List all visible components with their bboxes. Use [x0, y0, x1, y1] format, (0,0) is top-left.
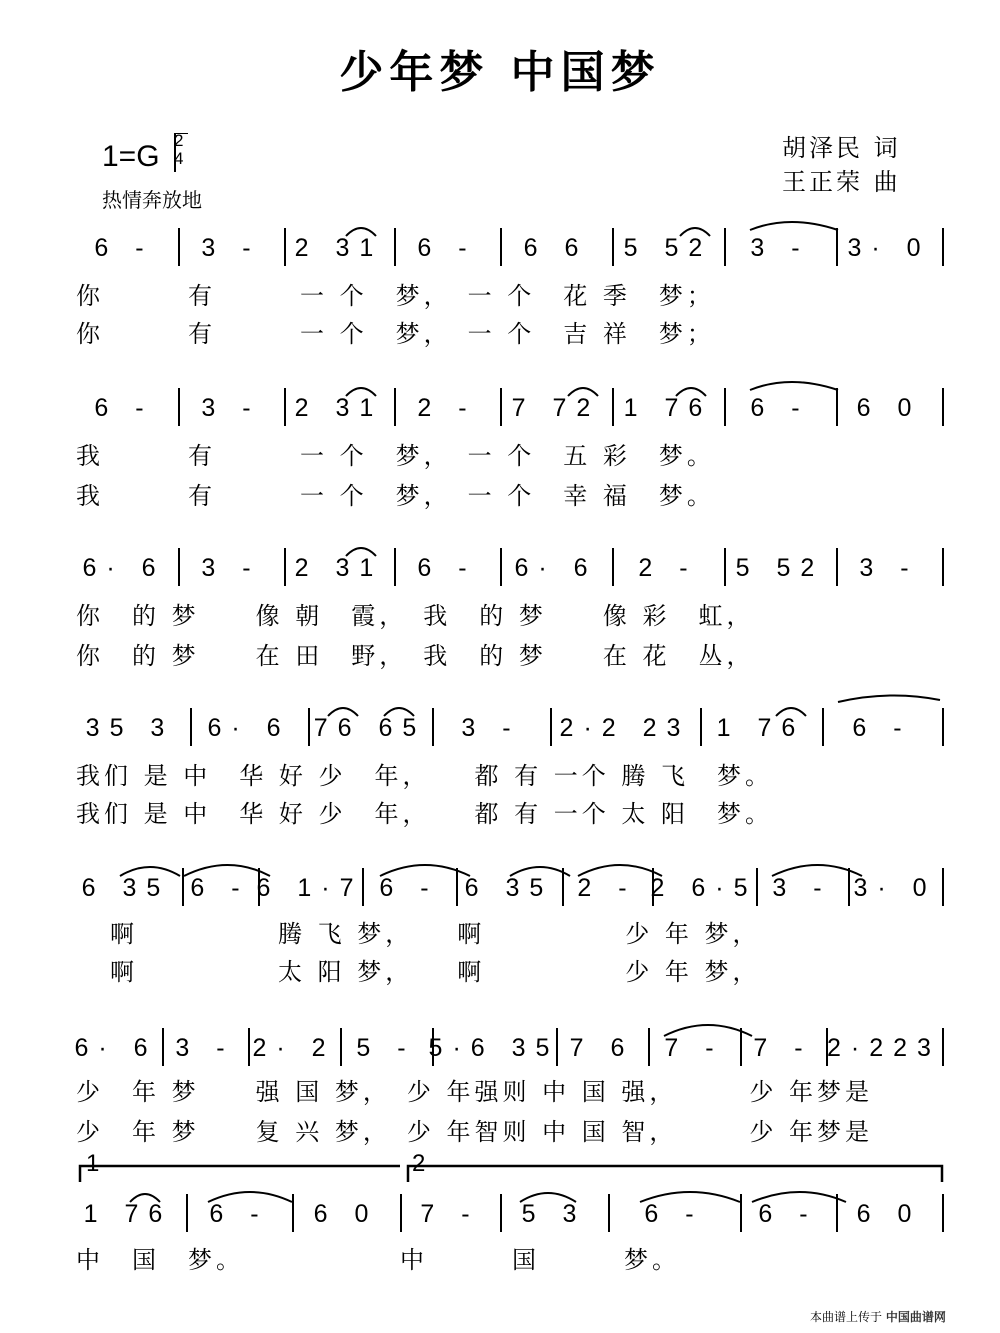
- tie-mark: [578, 865, 662, 876]
- lyric-text: 你 有 一 个 梦， 一 个 吉 祥 梦；: [76, 320, 715, 348]
- measure: 6 0: [856, 1200, 922, 1228]
- slur-mark: [120, 867, 180, 876]
- tie-mark: [750, 382, 838, 390]
- lyric-text: 啊 太 阳 梦， 啊 少 年 梦，: [110, 958, 761, 986]
- measure: 6 0: [856, 394, 922, 422]
- measure: 3· 0: [853, 874, 937, 902]
- slur-mark: [328, 708, 358, 716]
- measure: 7 -: [753, 1034, 813, 1062]
- measure: 35 3: [85, 714, 175, 742]
- measure: 5 52: [623, 234, 713, 262]
- slur-mark: [510, 867, 570, 876]
- measure: 3 -: [859, 554, 919, 582]
- measure: 5 -: [356, 1034, 416, 1062]
- footer-prefix: 本曲谱上传于: [810, 1310, 883, 1324]
- measure: 6 -: [190, 874, 250, 902]
- measure: 76 65: [313, 714, 427, 742]
- measure: 3 -: [750, 234, 810, 262]
- measure: 6 35: [81, 874, 171, 902]
- lyric-text: 少 年 梦 复 兴 梦， 少 年智则 中 国 智， 少 年梦是: [76, 1118, 874, 1146]
- lyric-text: 你 的 梦 像 朝 霞， 我 的 梦 像 彩 虹，: [76, 602, 755, 630]
- measure: 6 0: [313, 1200, 379, 1228]
- measure: 2 -: [577, 874, 637, 902]
- measure: 6 1·7: [256, 874, 364, 902]
- song-title: 少年梦 中国梦: [339, 47, 661, 98]
- measure: 2 6·5: [650, 874, 758, 902]
- lyric-text: 啊 腾 飞 梦， 啊 少 年 梦，: [110, 920, 761, 948]
- lyric-text: 我 有 一 个 梦， 一 个 五 彩 梦。: [76, 442, 715, 470]
- measure: 2 -: [417, 394, 477, 422]
- lyricist-credit: 胡泽民 词: [782, 134, 901, 162]
- composer-credit: 王正荣 曲: [782, 168, 901, 196]
- measure: 2·223: [827, 1034, 941, 1062]
- measure: 6 -: [379, 874, 439, 902]
- slur-mark: [384, 708, 414, 716]
- lyric-text: 我们 是 中 华 好 少 年， 都 有 一个 太 阳 梦。: [76, 800, 774, 828]
- lyric-text: 我们 是 中 华 好 少 年， 都 有 一个 腾 飞 梦。: [76, 762, 774, 790]
- volta-ending-number: 2: [412, 1150, 426, 1177]
- measure: 6 -: [209, 1200, 269, 1228]
- measure: 2 31: [294, 394, 384, 422]
- measure: 2· 2: [252, 1034, 336, 1062]
- measure: 2 31: [294, 234, 384, 262]
- measure: 5 3: [521, 1200, 587, 1228]
- slur-mark: [346, 548, 376, 556]
- measure: 6 -: [417, 554, 477, 582]
- measure: 6 -: [94, 234, 154, 262]
- lyric-text: 你 的 梦 在 田 野， 我 的 梦 在 花 丛，: [76, 642, 755, 670]
- measure: 6 -: [852, 714, 912, 742]
- measure: 6 6: [523, 234, 589, 262]
- slur-mark: [130, 1194, 160, 1202]
- measure: 3 -: [201, 234, 261, 262]
- measure: 1 76: [716, 714, 806, 742]
- measure: 6 -: [94, 394, 154, 422]
- slur-mark: [520, 1193, 576, 1202]
- tie-mark: [750, 222, 838, 230]
- lyric-text: 我 有 一 个 梦， 一 个 幸 福 梦。: [76, 482, 715, 510]
- measure: 6 -: [750, 394, 810, 422]
- tie-mark: [838, 695, 940, 702]
- footer-brand[interactable]: 中国曲谱网: [885, 1310, 946, 1324]
- measure: 6 -: [758, 1200, 818, 1228]
- tie-mark: [640, 1192, 740, 1202]
- measure: 2·2 23: [559, 714, 691, 742]
- time-sig-bottom: 4: [174, 149, 184, 168]
- measure: 3 -: [201, 394, 261, 422]
- measure: 2 31: [294, 554, 384, 582]
- lyric-text: 你 有 一 个 梦， 一 个 花 季 梦；: [76, 282, 715, 310]
- measure: 6 -: [644, 1200, 704, 1228]
- measure: 7 72: [511, 394, 601, 422]
- key-label: 1=G: [102, 140, 160, 173]
- tie-mark: [184, 865, 270, 876]
- tempo-marking: 热情奔放地: [102, 188, 202, 212]
- measure: 1 76: [83, 1200, 173, 1228]
- slur-mark: [568, 388, 598, 396]
- measure: 2 -: [638, 554, 698, 582]
- footer: [810, 1308, 946, 1325]
- measure: 5·6 35: [428, 1034, 560, 1062]
- lyric-text: 中 国 梦。 中 国 梦。: [76, 1246, 680, 1274]
- measure: 6 -: [417, 234, 477, 262]
- lyric-text: 少 年 梦 强 国 梦， 少 年强则 中 国 强， 少 年梦是: [76, 1078, 874, 1106]
- measure: 7 -: [664, 1034, 724, 1062]
- tie-mark: [752, 1192, 846, 1202]
- measure: 7 -: [420, 1200, 480, 1228]
- volta-1-bracket: [80, 1166, 400, 1182]
- volta-ending-number: 1: [86, 1150, 100, 1177]
- tie-mark: [380, 865, 470, 876]
- measure: 6 35: [464, 874, 554, 902]
- slur-mark: [776, 708, 806, 716]
- measure: 7 6: [569, 1034, 635, 1062]
- tie-mark: [772, 865, 862, 876]
- measure: 5 52: [735, 554, 825, 582]
- measure: 3 -: [201, 554, 261, 582]
- measure: 3 -: [461, 714, 521, 742]
- measure: 6· 6: [207, 714, 291, 742]
- measure: 3 -: [175, 1034, 235, 1062]
- slur-mark: [680, 228, 710, 236]
- measure: 6· 6: [514, 554, 598, 582]
- slur-mark: [676, 388, 706, 396]
- measure: 1 76: [623, 394, 713, 422]
- time-sig-top: 2: [174, 131, 184, 150]
- slur-mark: [346, 388, 376, 396]
- tie-mark: [208, 1192, 292, 1202]
- measure: 3 -: [772, 874, 832, 902]
- volta-2-bracket: [408, 1166, 942, 1182]
- tie-mark: [664, 1025, 752, 1036]
- measure: 3· 0: [847, 234, 931, 262]
- measure: 6· 6: [82, 554, 166, 582]
- measure: 6· 6: [74, 1034, 158, 1062]
- slur-mark: [346, 228, 376, 236]
